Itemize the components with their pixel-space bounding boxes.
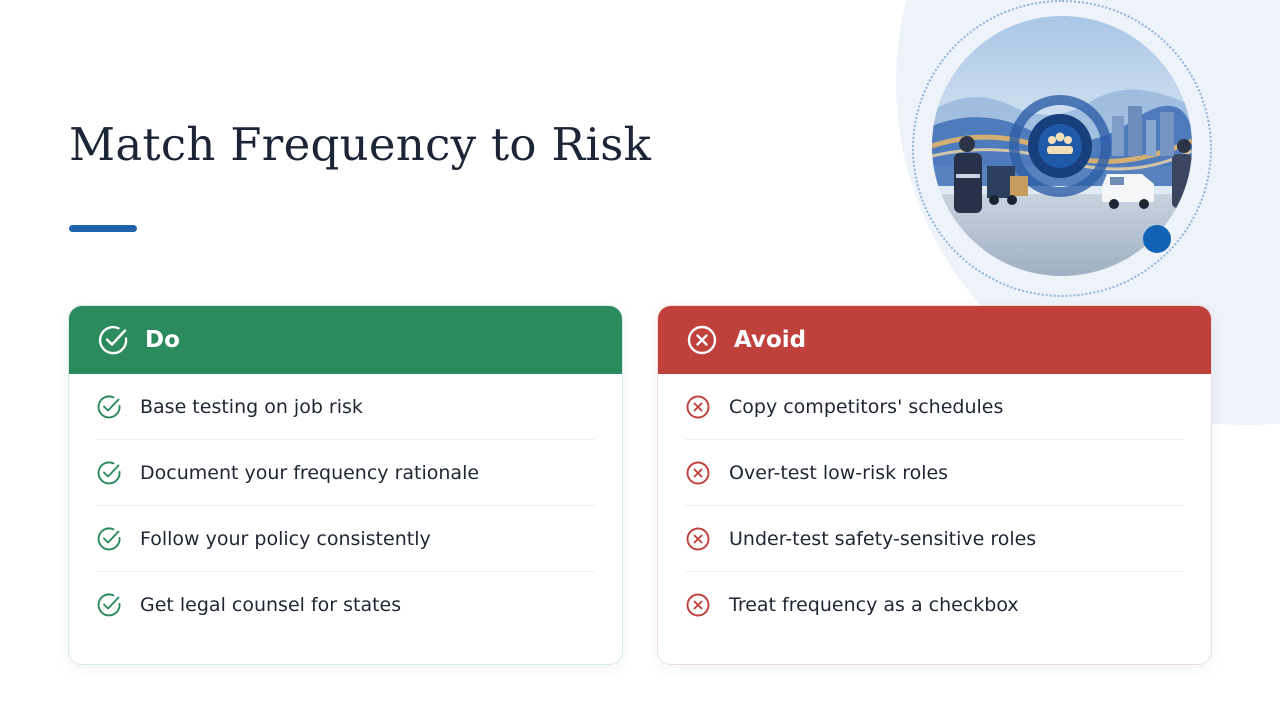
avoid-list-item — [685, 374, 1184, 440]
decorative-dot — [1143, 225, 1171, 253]
check-circle-icon — [96, 592, 122, 618]
slide-title: Match Frequency to Risk — [69, 118, 652, 171]
do-list-item — [96, 374, 595, 440]
x-circle-icon — [685, 460, 711, 486]
do-list-item — [96, 506, 595, 572]
x-circle-icon — [685, 394, 711, 420]
avoid-card — [657, 305, 1212, 665]
do-heading: Do — [145, 327, 180, 353]
avoid-item-text: Over-test low-risk roles — [729, 461, 949, 484]
avoid-list-item — [685, 572, 1184, 637]
check-circle-icon — [96, 394, 122, 420]
do-item-text: Follow your policy consistently — [140, 527, 431, 550]
do-item-text: Base testing on job risk — [140, 395, 363, 418]
check-circle-icon — [96, 526, 122, 552]
avoid-item-text: Treat frequency as a checkbox — [729, 593, 1019, 616]
x-circle-icon — [686, 324, 718, 356]
do-list-item — [96, 572, 595, 637]
avoid-list — [658, 374, 1211, 637]
title-accent-rule — [69, 225, 137, 232]
check-circle-icon — [97, 324, 129, 356]
avoid-list-item — [685, 506, 1184, 572]
check-circle-icon — [96, 460, 122, 486]
do-card — [68, 305, 623, 665]
do-list — [69, 374, 622, 637]
x-circle-icon — [685, 592, 711, 618]
avoid-card-header — [658, 306, 1211, 374]
do-item-text: Get legal counsel for states — [140, 593, 402, 616]
x-circle-icon — [685, 526, 711, 552]
avoid-heading: Avoid — [734, 327, 807, 353]
avoid-list-item — [685, 440, 1184, 506]
do-card-header — [69, 306, 622, 374]
do-list-item — [96, 440, 595, 506]
avoid-item-text: Copy competitors' schedules — [729, 395, 1004, 418]
do-item-text: Document your frequency rationale — [140, 461, 480, 484]
avoid-item-text: Under-test safety-sensitive roles — [729, 527, 1037, 550]
